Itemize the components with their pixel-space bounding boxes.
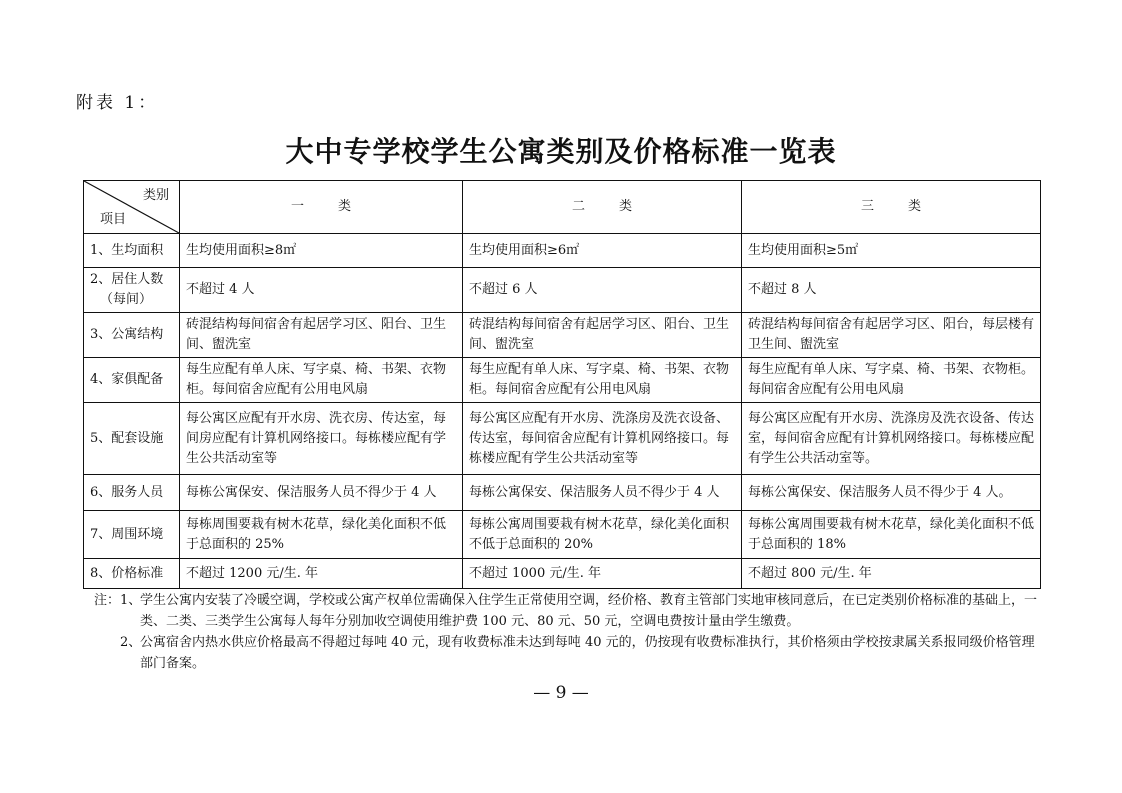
- table-header-row: [84, 181, 1041, 234]
- table-cell: 每公寓区应配有开水房、洗涤房及洗衣设备、传达室，每间宿舍应配有计算机网络接口。每栋楼应配有学生公共活动室等: [463, 403, 742, 475]
- note-item: [94, 632, 1044, 674]
- column-header-char: 二: [571, 199, 585, 214]
- note-number: 2、: [120, 635, 142, 650]
- table-row: [84, 234, 1041, 268]
- table-cell: 每生应配有单人床、写字桌、椅、书架、衣物柜。每间宿舍应配有公用电风扇: [742, 358, 1041, 403]
- table-row: [84, 559, 1041, 589]
- note-text: 学生公寓内安装了冷暖空调，学校或公寓产权单位需确保入住学生正常使用空调，经价格、教育主管部门实地审核同意后，在已定类别价格标准的基础上，一类、二类、三类学生公寓每人每年分别加收空调使用维护费 100 元、80 元、50 元，空调电费按计量由学生缴费。: [140, 593, 1038, 629]
- note-item: [94, 590, 1044, 632]
- table-cell: 每栋公寓周围要栽有树木花草，绿化美化面积不低于总面积的 18%: [742, 511, 1041, 559]
- table-row: [84, 403, 1041, 475]
- notes-section: [94, 590, 1044, 674]
- header-item-label: 项目: [100, 212, 127, 227]
- table-row: [84, 358, 1041, 403]
- table-cell: 每栋公寓保安、保洁服务人员不得少于 4 人: [463, 475, 742, 511]
- table-cell: 不超过 800 元/生. 年: [742, 559, 1041, 589]
- table-cell: 每生应配有单人床、写字桌、椅、书架、衣物柜。每间宿舍应配有公用电风扇: [463, 358, 742, 403]
- table-cell: 每生应配有单人床、写字桌、椅、书架、衣物柜。每间宿舍应配有公用电风扇: [180, 358, 463, 403]
- table-cell: 生均使用面积≥8㎡: [180, 234, 463, 268]
- column-header-class-1: [180, 181, 463, 234]
- table-cell: 砖混结构每间宿舍有起居学习区、阳台、卫生间、盥洗室: [463, 313, 742, 358]
- row-item-label: 7、周围环境: [84, 511, 180, 559]
- notes-prefix: 注：: [94, 593, 121, 608]
- table-cell: 砖混结构每间宿舍有起居学习区、阳台、卫生间、盥洗室: [180, 313, 463, 358]
- header-category-label: 类别: [142, 188, 169, 203]
- column-header-char: 类: [619, 199, 633, 214]
- attachment-label: 附表 1：: [76, 93, 159, 113]
- table-cell: 不超过 1200 元/生. 年: [180, 559, 463, 589]
- row-item-label: 8、价格标准: [84, 559, 180, 589]
- column-header-char: 类: [338, 199, 352, 214]
- row-item-label: 4、家俱配备: [84, 358, 180, 403]
- column-header-class-3: [742, 181, 1041, 234]
- table-cell: 不超过 6 人: [463, 268, 742, 313]
- row-item-label: 5、配套设施: [84, 403, 180, 475]
- table-cell: 生均使用面积≥5㎡: [742, 234, 1041, 268]
- table-cell: 不超过 1000 元/生. 年: [463, 559, 742, 589]
- row-item-text: 2、居住人数: [90, 272, 164, 287]
- table-row: [84, 268, 1041, 313]
- table-cell: 不超过 8 人: [742, 268, 1041, 313]
- row-item-label: 1、生均面积: [84, 234, 180, 268]
- page-number: — 9 —: [533, 683, 589, 703]
- column-header-char: 类: [908, 199, 922, 214]
- diagonal-header-cell: [84, 181, 180, 234]
- table-cell: 每栋公寓保安、保洁服务人员不得少于 4 人: [180, 475, 463, 511]
- row-item-label: 3、公寓结构: [84, 313, 180, 358]
- table-cell: 砖混结构每间宿舍有起居学习区、阳台，每层楼有卫生间、盥洗室: [742, 313, 1041, 358]
- category-price-table: [83, 180, 1041, 589]
- row-item-label: 6、服务人员: [84, 475, 180, 511]
- column-header-char: 三: [860, 199, 874, 214]
- note-text: 公寓宿舍内热水供应价格最高不得超过每吨 40 元，现有收费标准未达到每吨 40 元的，仍按现有收费标准执行，其价格须由学校按隶属关系报同级价格管理部门备案。: [140, 635, 1035, 671]
- table-cell: 生均使用面积≥6㎡: [463, 234, 742, 268]
- table-cell: 每栋周围要栽有树木花草，绿化美化面积不低于总面积的 25%: [180, 511, 463, 559]
- table-row: [84, 511, 1041, 559]
- table-row: [84, 475, 1041, 511]
- table-cell: 每栋公寓保安、保洁服务人员不得少于 4 人。: [742, 475, 1041, 511]
- table-cell: 每公寓区应配有开水房、洗衣房、传达室，每间房应配有计算机网络接口。每栋楼应配有学生公共活动室等: [180, 403, 463, 475]
- table-cell: 不超过 4 人: [180, 268, 463, 313]
- column-header-class-2: [463, 181, 742, 234]
- column-header-char: 一: [290, 199, 304, 214]
- page-title: 大中专学校学生公寓类别及价格标准一览表: [285, 135, 837, 168]
- table-row: [84, 313, 1041, 358]
- row-item-label: [84, 268, 180, 313]
- table-cell: 每公寓区应配有开水房、洗涤房及洗衣设备、传达室，每间宿舍应配有计算机网络接口。每栋楼应配有学生公共活动室等。: [742, 403, 1041, 475]
- table-cell: 每栋公寓周围要栽有树木花草，绿化美化面积不低于总面积的 20%: [463, 511, 742, 559]
- note-number: 1、: [120, 593, 142, 608]
- row-item-subtext: （每间）: [100, 292, 153, 307]
